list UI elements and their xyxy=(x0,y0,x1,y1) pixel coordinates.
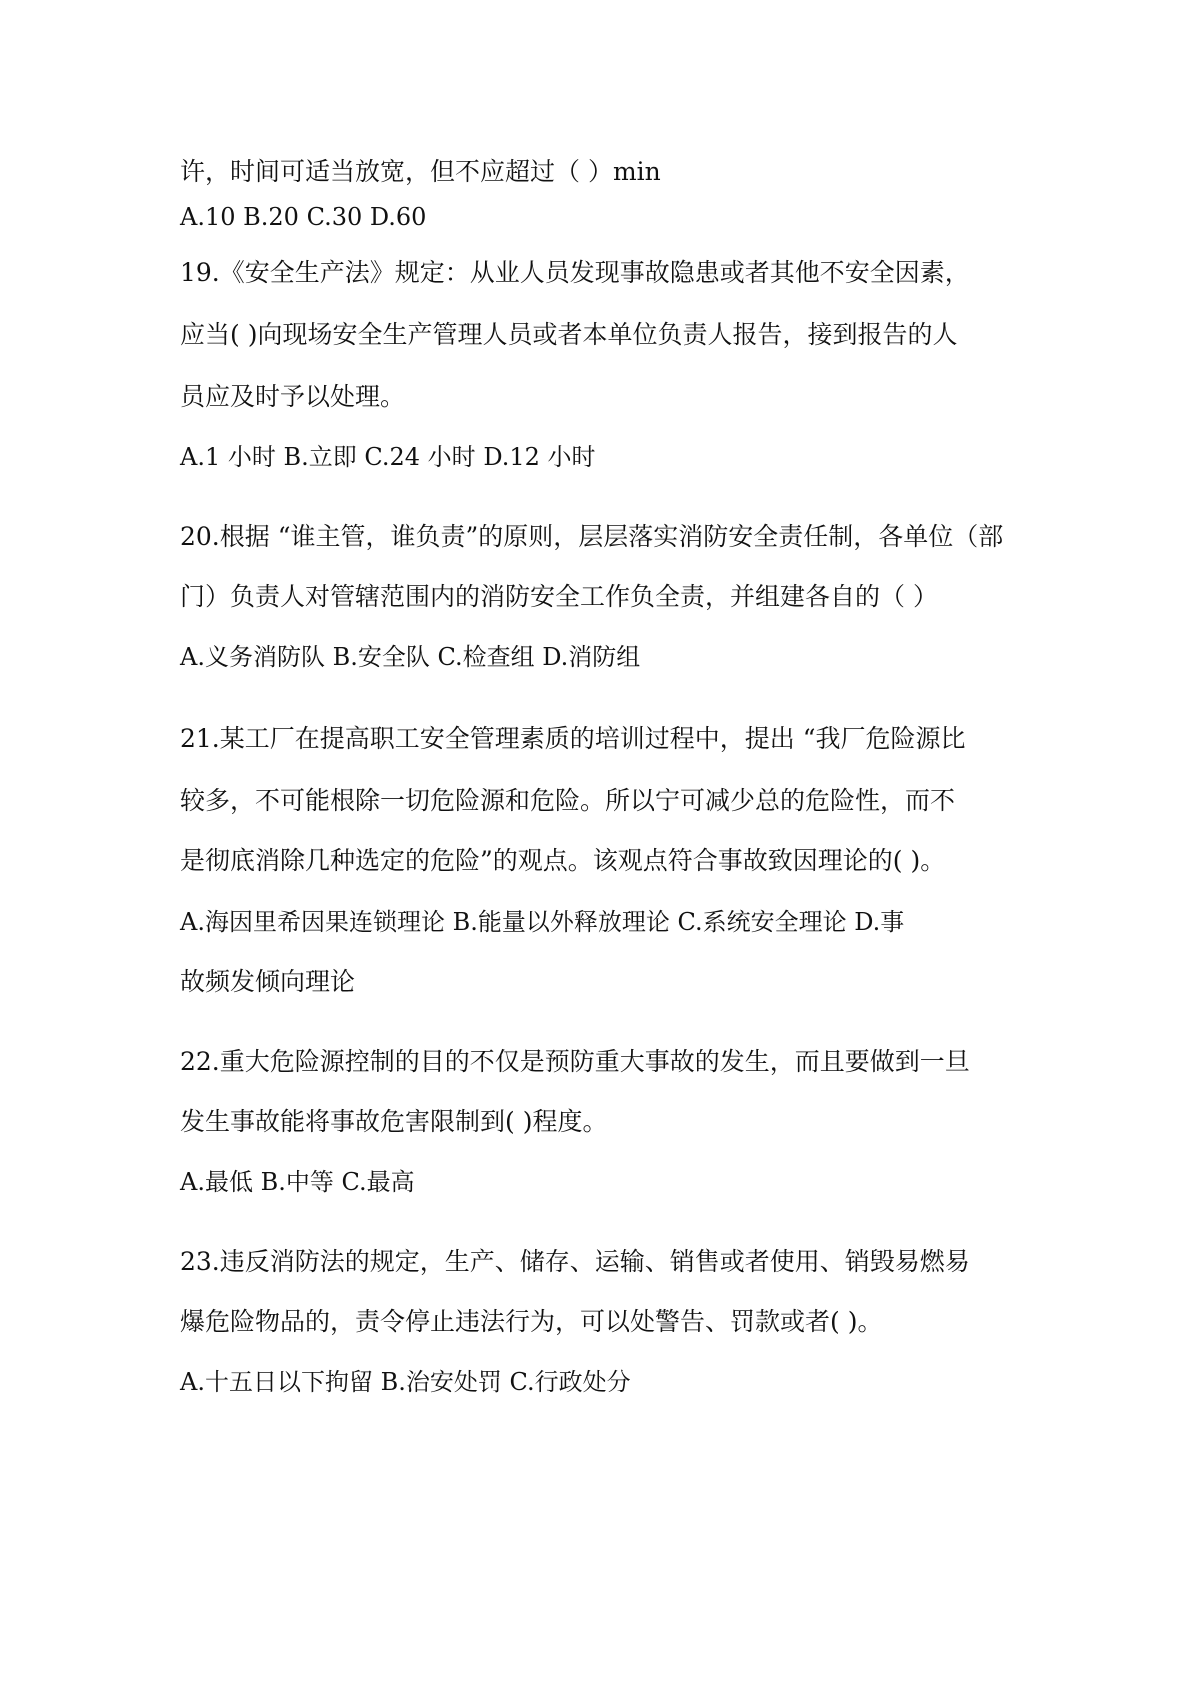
text-line-q18-end: 许，时间可适当放宽，但不应超过（ ）min xyxy=(180,157,661,186)
question-21-line-3: 是彻底消除几种选定的危险”的观点。该观点符合事故致因理论的( )。 xyxy=(180,846,946,875)
question-22-line-2: 发生事故能将事故危害限制到( )程度。 xyxy=(180,1107,608,1136)
question-23-line-1: 23.违反消防法的规定，生产、储存、运输、销售或者使用、销毁易燃易 xyxy=(180,1247,970,1276)
options-q23: A.十五日以下拘留 B.治安处罚 C.行政处分 xyxy=(180,1368,631,1396)
question-19-line-1: 19.《安全生产法》规定：从业人员发现事故隐患或者其他不安全因素， xyxy=(180,258,970,287)
options-q21-line-2: 故频发倾向理论 xyxy=(180,967,356,996)
question-19-line-3: 员应及时予以处理。 xyxy=(180,382,406,411)
question-22-line-1: 22.重大危险源控制的目的不仅是预防重大事故的发生，而且要做到一旦 xyxy=(180,1047,970,1076)
options-q20: A.义务消防队 B.安全队 C.检查组 D.消防组 xyxy=(180,643,641,671)
options-q19: A.1 小时 B.立即 C.24 小时 D.12 小时 xyxy=(180,443,596,471)
question-20-line-2: 门）负责人对管辖范围内的消防安全工作负全责，并组建各自的（ ） xyxy=(180,582,938,611)
options-q18: A.10 B.20 C.30 D.60 xyxy=(180,203,427,231)
question-20-line-1: 20.根据 “谁主管，谁负责”的原则，层层落实消防安全责任制，各单位（部 xyxy=(180,522,1004,551)
question-23-line-2: 爆危险物品的，责令停止违法行为，可以处警告、罚款或者( )。 xyxy=(180,1307,883,1336)
question-21-line-2: 较多，不可能根除一切危险源和危险。所以宁可减少总的危险性，而不 xyxy=(180,786,956,815)
question-21-line-1: 21.某工厂在提高职工安全管理素质的培训过程中，提出 “我厂危险源比 xyxy=(180,724,966,753)
question-19-line-2: 应当( )向现场安全生产管理人员或者本单位负责人报告，接到报告的人 xyxy=(180,320,958,349)
options-q22: A.最低 B.中等 C.最高 xyxy=(180,1168,415,1196)
options-q21-line-1: A.海因里希因果连锁理论 B.能量以外释放理论 C.系统安全理论 D.事 xyxy=(180,908,905,936)
